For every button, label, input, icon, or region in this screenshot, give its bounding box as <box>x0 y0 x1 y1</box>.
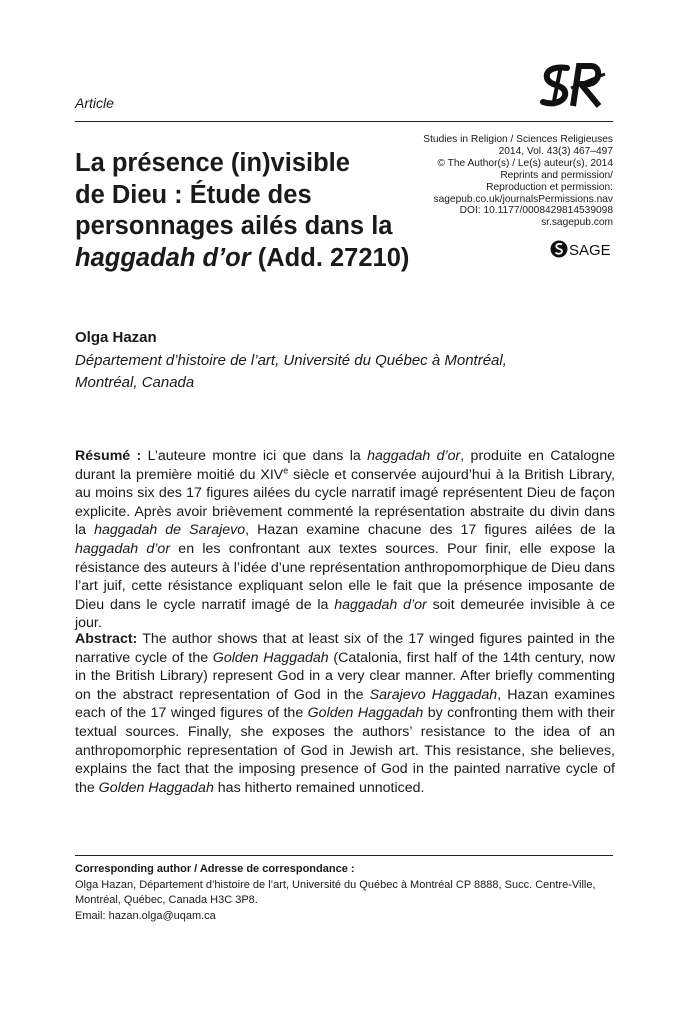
permissions-link[interactable]: sagepub.co.uk/journalsPermissions.nav <box>433 193 613 205</box>
doi[interactable]: DOI: 10.1177/0008429814539098 <box>459 205 613 217</box>
text-run: en les confrontant aux textes sources. Pour finir, elle expose la résistance des auteurs à l’idée d’une représentation anthropomorphique de Dieu dans l’art juif, cette résistance expliquant selon elle le fait que la présence imposante de Dieu dans le cycle narratif imagé de la <box>75 540 615 613</box>
correspondence-email[interactable]: Email: hazan.olga@uqam.ca <box>75 909 216 922</box>
svg-text:SAGE: SAGE <box>569 242 611 259</box>
text-run: , Hazan examines each of the 17 winged figures of the <box>75 686 615 722</box>
copyright: © The Author(s) / Le(s) auteur(s), 2014 <box>437 157 613 169</box>
abstract-label: Abstract: <box>75 631 138 647</box>
sage-logo <box>550 239 613 259</box>
resume-paragraph <box>75 447 615 633</box>
journal-site-link[interactable]: sr.sagepub.com <box>541 217 613 229</box>
abstract-paragraph <box>75 630 615 797</box>
title-line <box>75 243 445 275</box>
author-name: Olga Hazan <box>75 329 157 346</box>
text-run: by confronting them with their textual sources. Finally, she exposes the authors’ resistance to the idea of an anthropomorphic representation of God in Jewish art. This resistance, she believes, explains the fact that the imposing presence of God in the painted narrative cycle of the <box>75 705 616 796</box>
author-affiliation <box>75 350 507 394</box>
journal-volume: 2014, Vol. 43(3) 467–497 <box>498 145 613 157</box>
correspondence-address: Montréal, Québec, Canada H3C 3P8. <box>75 894 258 906</box>
resume-label: Résumé : <box>75 448 142 464</box>
text-run: (Catalonia, first half of the 14th century, now in the British Library) represent God in a very clear manner. After briefly commenting on the abstract representation of God in the <box>75 649 616 703</box>
journal-meta <box>423 134 613 229</box>
reproduction-label: Reproduction et permission: <box>486 181 613 193</box>
reprints-label: Reprints and permission/ <box>500 169 613 181</box>
italic-run: haggadah d’or <box>75 540 171 557</box>
text-run: , produite en Catalogne durant la première moitié du XIV <box>75 448 615 483</box>
italic-run: Golden Haggadah <box>212 649 329 666</box>
italic-run: haggadah de Sarajevo <box>94 522 246 539</box>
text-run: soit demeurée invisible à ce jour. <box>75 596 616 632</box>
superscript: e <box>283 464 289 475</box>
italic-run: Golden Haggadah <box>98 779 214 796</box>
header-rule <box>75 121 613 122</box>
correspondence-address: Olga Hazan, Département d’histoire de l’art, Université du Québec à Montréal CP 8888, Succ. Centre-Ville, <box>75 878 596 891</box>
title-line: La présence (in)visible <box>75 149 350 177</box>
text-run: , Hazan examine chacune des 17 figures ailées de la <box>245 522 615 539</box>
italic-run: Sarajevo Haggadah <box>369 686 498 703</box>
italic-run: Golden Haggadah <box>307 705 424 722</box>
text-run: L’auteure montre ici que dans la <box>141 448 368 464</box>
correspondence-block <box>75 862 620 924</box>
correspondence-heading: Corresponding author / Adresse de correspondance : <box>75 863 355 875</box>
italic-run: haggadah d’or <box>334 596 427 613</box>
journal-logo-sr <box>537 62 607 110</box>
footnote-rule <box>75 855 613 856</box>
journal-name: Studies in Religion / Sciences Religieuses <box>423 134 613 145</box>
title-line: de Dieu : Étude des <box>75 180 312 209</box>
text-run: The author shows that at least six of the 17 winged figures painted in the narrative cycle of the <box>75 631 615 666</box>
article-title <box>75 148 445 274</box>
title-italic: haggadah d’or <box>75 243 251 272</box>
affiliation-line: Département d’histoire de l’art, Université du Québec à Montréal, <box>75 352 507 369</box>
article-type-label: Article <box>75 95 114 111</box>
title-line: personnages ailés dans la <box>75 212 393 240</box>
title-rest: (Add. 27210) <box>250 243 410 272</box>
italic-run: haggadah d’or <box>367 448 461 464</box>
text-run: has hitherto remained unnoticed. <box>213 779 425 796</box>
affiliation-line: Montréal, Canada <box>75 374 195 391</box>
text-run: siècle et conservée aujourd’hui à la British Library, au moins six des 17 figures ailées du cycle narratif imagé représentent Dieu de façon explicite. Après avoir brièvement commenté la représentation abstraite du divin dans la <box>75 466 615 539</box>
